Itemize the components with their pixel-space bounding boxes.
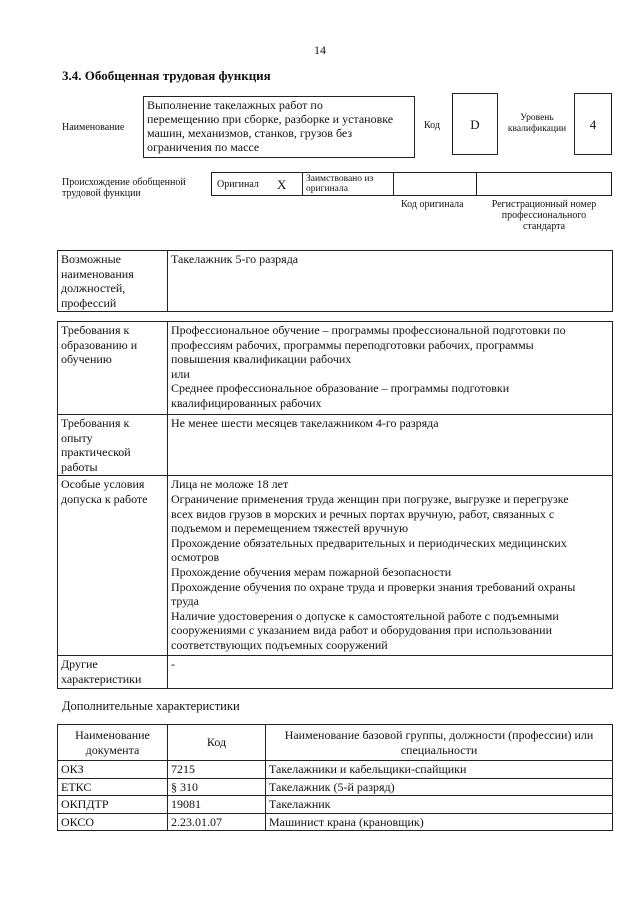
row-doc: ОКПДТР [58,796,168,814]
requirements-label-line: работы [61,459,98,474]
requirements-value-line: Наличие удостоверения о допуске к самостоятельной работе с подъемными [171,608,559,623]
requirements-label-line: Другие [61,657,98,672]
positions-label-line: Возможные [61,252,121,266]
requirements-value-line: Прохождение обучения мерам пожарной безопасности [171,564,452,579]
requirements-label-line: практической [61,445,131,460]
borrowed-label-line: оригинала [306,184,348,194]
additional-title: Дополнительные характеристики [62,699,240,713]
code-box [452,93,498,155]
requirements-value-line: - [171,657,175,672]
reg-number-caption [484,199,604,232]
header-name-line: специальности [400,742,478,757]
positions-label [58,251,168,312]
requirements-label [58,415,168,476]
reg-number-caption-line: стандарта [522,221,566,232]
row-name: Такелажники и кабельщики-спайщики [266,761,613,779]
requirements-value [168,476,613,656]
row-code: 7215 [168,761,266,779]
requirements-value [168,322,613,415]
reg-number-caption-line: профессионального [501,210,587,221]
requirements-value-line: труда [171,594,199,609]
table-row [58,778,613,796]
requirements-value-line: Не менее шести месяцев такелажником 4-го разряда [171,416,439,430]
header-name [266,725,613,761]
positions-row [58,251,613,312]
requirements-label [58,656,168,688]
borrowed-label-line: Заимствовано из [306,174,374,184]
origin-label-line: Происхождение обобщенной [62,177,186,188]
requirements-value-line: Прохождение обязательных предварительных и периодических медицинских [171,535,567,550]
requirements-row-experience [58,415,613,476]
requirements-label-line: допуска к работе [61,491,148,506]
requirements-value-line: или [171,366,190,381]
function-name-line: ограничения по массе [147,140,260,154]
requirements-label [58,476,168,656]
level-value: 4 [589,117,597,132]
requirements-value-line: соответствующих подъемных сооружений [171,637,388,652]
requirements-row-education [58,322,613,415]
header-code: Код [168,725,266,761]
header-doc-line: документа [85,742,140,757]
requirements-value-line: Прохождение обучения по охране труда и проверки знания требований охраны [171,579,576,594]
header-name-line: Наименование базовой группы, должности (профессии) или [284,727,594,742]
requirements-value-line: квалифицированных рабочих [171,395,322,410]
table-row [58,813,613,831]
page-number: 14 [314,43,326,57]
level-box [574,93,612,155]
requirements-row-conditions [58,476,613,656]
requirements-label-line: Требования к [61,323,130,337]
reg-number-caption-line: Регистрационный номер [491,199,597,210]
section-title: 3.4. Обобщенная трудовая функция [62,68,271,83]
requirements-value-line: подъемом и перемещением тяжестей вручную [171,521,409,536]
level-label-line: квалификации [507,124,567,134]
requirements-value-line: Среднее профессиональное образование – программы подготовки [171,381,510,396]
requirements-value-line: осмотров [171,550,220,565]
requirements-label-line: обучению [61,352,112,367]
positions-label-line: профессий [61,295,117,310]
positions-label-line: должностей, [61,281,126,296]
row-doc: ЕТКС [58,778,168,796]
row-doc: ОКЗ [58,761,168,779]
code-original-cell [393,172,477,196]
name-label: Наименование [62,122,125,133]
function-name-box [143,96,415,158]
additional-header-row [58,725,613,761]
requirements-label-line: Требования к [61,416,130,430]
row-doc: ОКСО [58,813,168,831]
requirements-value-line: Лица не моложе 18 лет [171,477,289,492]
requirements-label-line: характеристики [61,671,142,686]
code-label: Код [424,120,440,131]
row-code: § 310 [168,778,266,796]
code-original-caption: Код оригинала [401,199,464,210]
header-doc-line: Наименование [75,727,150,742]
level-label-line: Уровень [520,113,554,123]
reg-number-cell [476,172,612,196]
original-mark: X [277,177,287,192]
positions-table [57,250,613,312]
function-name-line: машин, механизмов, станков, грузов без [147,126,353,140]
requirements-label-line: опыту [61,430,93,445]
level-label [502,113,572,135]
requirements-row-other [58,656,613,688]
row-name: Такелажник [266,796,613,814]
requirements-label-line: Особые условия [61,477,145,492]
function-name-line: перемещению при сборке, разборке и установке [147,112,394,126]
requirements-value-line: профессиям рабочих, программы переподготовки рабочих, программы [171,337,534,352]
requirements-value-line: повышения квалификации рабочих [171,352,352,367]
table-row [58,761,613,779]
function-name-line: Выполнение такелажных работ по [147,98,323,112]
requirements-label-line: образованию и [61,337,138,352]
table-row [58,796,613,814]
requirements-value-line: Профессиональное обучение – программы профессиональной подготовки по [171,323,566,337]
original-label: Оригинал [217,179,259,190]
origin-label-line: трудовой функции [62,188,141,199]
header-doc [58,725,168,761]
requirements-label [58,322,168,415]
requirements-value [168,415,613,476]
origin-label [62,177,186,199]
borrowed-label [303,173,393,195]
requirements-value [168,656,613,688]
requirements-value-line: всех видов грузов в морских и речных портах вручную, работ, связанных с [171,506,555,521]
requirements-value-line: сооружениями с указанием вида работ и оборудования при использовании [171,623,553,638]
row-code: 2.23.01.07 [168,813,266,831]
requirements-table [57,321,613,689]
original-cell [211,172,303,196]
code-value: D [470,117,480,132]
row-name: Машинист крана (крановщик) [266,813,613,831]
positions-label-line: наименования [61,266,134,281]
row-code: 19081 [168,796,266,814]
requirements-value-line: Ограничение применения труда женщин при погрузке, выгрузке и перегрузке [171,491,569,506]
borrowed-cell [302,172,394,196]
row-name: Такелажник (5-й разряд) [266,778,613,796]
additional-table [57,724,613,831]
positions-value: Такелажник 5-го разряда [168,251,613,312]
